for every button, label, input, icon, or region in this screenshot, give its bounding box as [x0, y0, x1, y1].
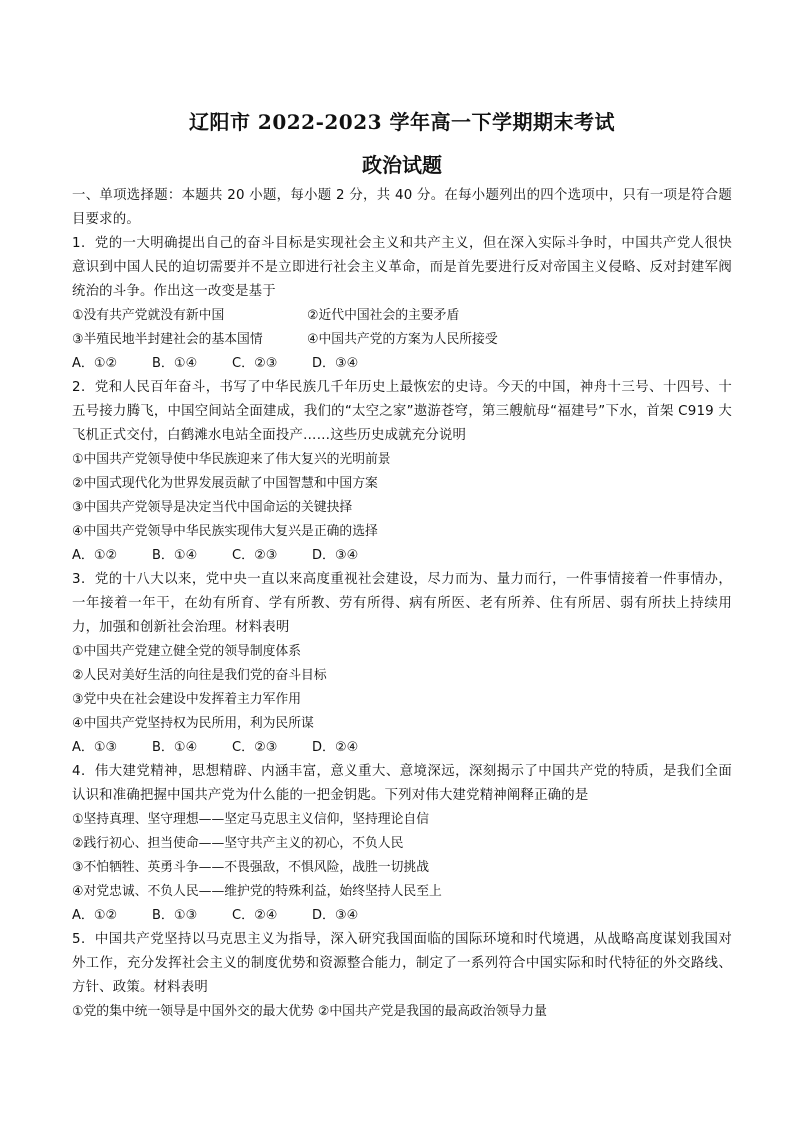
option-4: ④中国共产党领导中华民族实现伟大复兴是正确的选择	[72, 524, 378, 539]
option-1: ①坚持真理、坚守理想——坚定马克思主义信仰，坚持理论自信	[72, 812, 429, 827]
answer-d: D．②④	[312, 740, 359, 755]
option-1: ①没有共产党就没有新中国	[72, 308, 225, 323]
question-5	[72, 928, 732, 1024]
option-3: ③半殖民地半封建社会的基本国情	[72, 332, 263, 347]
question-1	[72, 232, 732, 376]
answer-a: A．①②	[72, 908, 118, 923]
option-1: ①中国共产党建立健全党的领导制度体系	[72, 644, 302, 659]
question-stem: 1．党的一大明确提出自己的奋斗目标是实现社会主义和共产主义，但在深入实际斗争时，中国共产党人很快意识到中国人民的迫切需要并不是立即进行社会主义革命，而是首先要进行反对帝国主义侵略、反对封建军阀统治的斗争。作出这一改变是基于	[72, 236, 732, 299]
option-row	[72, 328, 732, 352]
exam-title: 辽阳市 2022-2023 学年高一下学期期末考试	[188, 110, 616, 134]
answer-c: C．②④	[232, 908, 278, 923]
question-stem: 2．党和人民百年奋斗，书写了中华民族几千年历史上最恢宏的史诗。今天的中国，神舟十三号、十四号、十五号接力腾飞，中国空间站全面建成，我们的“太空之家”遨游苍穹，第三艘航母“福建号”下水，首架 C919 大飞机正式交付，白鹤滩水电站全面投产……这些历史成就充分说明	[72, 380, 732, 443]
question-4	[72, 760, 732, 928]
answer-c: C．②③	[232, 740, 278, 755]
answer-b: B．①③	[152, 908, 198, 923]
question-stem: 4．伟大建党精神，思想精辟、内涵丰富，意义重大、意境深远，深刻揭示了中国共产党的特质，是我们全面认识和准确把握中国共产党为什么能的一把金钥匙。下列对伟大建党精神阐释正确的是	[72, 764, 732, 803]
answer-choices	[72, 736, 732, 760]
answer-a: A．①②	[72, 356, 118, 371]
option-3: ③中国共产党领导是决定当代中国命运的关键抉择	[72, 500, 353, 515]
option-1-2: ①党的集中统一领导是中国外交的最大优势 ②中国共产党是我国的最高政治领导力量	[72, 1004, 547, 1019]
option-4: ④对党忠诚、不负人民——维护党的特殊利益，始终坚持人民至上	[72, 884, 442, 899]
answer-c: C．②③	[232, 548, 278, 563]
answer-a: A．①②	[72, 548, 118, 563]
option-3: ③党中央在社会建设中发挥着主力军作用	[72, 692, 302, 707]
answer-d: D．③④	[312, 908, 359, 923]
answer-b: B．①④	[152, 548, 198, 563]
question-stem: 5．中国共产党坚持以马克思主义为指导，深入研究我国面临的国际环境和时代境遇，从战略高度谋划我国对外工作，充分发挥社会主义的制度优势和资源整合能力，制定了一系列符合中国实际和时代特征的外交路线、方针、政策。材料表明	[72, 932, 732, 995]
answer-d: D．③④	[312, 356, 359, 371]
question-stem: 3．党的十八大以来，党中央一直以来高度重视社会建设，尽力而为、量力而行，一件事情接着一件事情办，一年接着一年干，在幼有所育、学有所教、劳有所得、病有所医、老有所养、住有所居、弱有所扶上持续用力，加强和创新社会治理。材料表明	[72, 572, 732, 635]
answer-choices	[72, 544, 732, 568]
answer-b: B．①④	[152, 740, 198, 755]
answer-b: B．①④	[152, 356, 198, 371]
question-3	[72, 568, 732, 760]
question-2	[72, 376, 732, 568]
answer-choices	[72, 352, 732, 376]
option-1: ①中国共产党领导使中华民族迎来了伟大复兴的光明前景	[72, 452, 391, 467]
option-2: ②人民对美好生活的向往是我们党的奋斗目标	[72, 668, 327, 683]
option-row	[72, 304, 732, 328]
option-2: ②践行初心、担当使命——坚守共产主义的初心，不负人民	[72, 836, 404, 851]
option-3: ③不怕牺牲、英勇斗争——不畏强敌，不惧风险，战胜一切挑战	[72, 860, 429, 875]
exam-page	[72, 100, 732, 1024]
option-2: ②近代中国社会的主要矛盾	[307, 308, 460, 323]
answer-c: C．②③	[232, 356, 278, 371]
answer-d: D．③④	[312, 548, 359, 563]
option-2: ②中国式现代化为世界发展贡献了中国智慧和中国方案	[72, 476, 378, 491]
answer-choices	[72, 904, 732, 928]
section-instructions: 一、单项选择题：本题共 20 小题，每小题 2 分，共 40 分。在每小题列出的四个选项中，只有一项是符合题目要求的。	[72, 188, 732, 227]
answer-a: A．①③	[72, 740, 118, 755]
exam-subtitle: 政治试题	[362, 153, 442, 177]
option-4: ④中国共产党的方案为人民所接受	[307, 332, 498, 347]
option-4: ④中国共产党坚持权为民所用，利为民所谋	[72, 716, 314, 731]
